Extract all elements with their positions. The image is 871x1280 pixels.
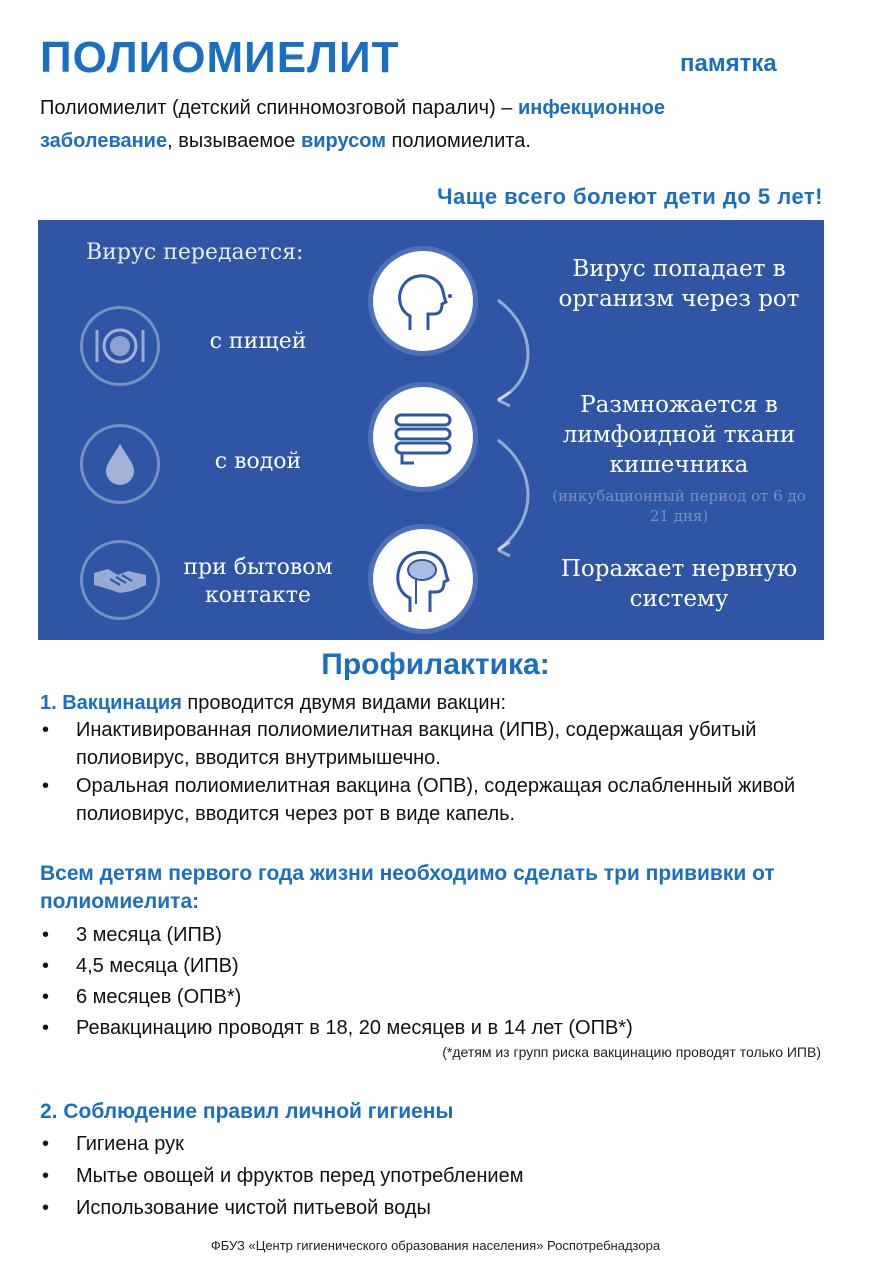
list-item: • Гигиена рук xyxy=(42,1133,184,1155)
intro-text xyxy=(40,92,700,158)
panel-heading: Вирус передается: xyxy=(86,240,304,265)
plate-icon xyxy=(80,306,160,386)
schedule-footnote: (*детям из групп риска вакцинацию проводят только ИПВ) xyxy=(442,1044,821,1060)
transmission-panel xyxy=(38,220,824,640)
vaccination-section xyxy=(40,690,830,828)
stage-3-text: Поражает нервную систему xyxy=(560,556,798,612)
handshake-icon xyxy=(80,540,160,620)
intro-highlight-1: инфекционное заболевание xyxy=(40,97,666,152)
way-water: с водой xyxy=(214,449,302,474)
memo-tag: памятка xyxy=(680,50,777,77)
page-title: ПОЛИОМИЕЛИТ xyxy=(40,33,400,82)
intro-part-3: полиомиелита. xyxy=(386,130,531,152)
list-item: • Инактивированная полиомиелитная вакцина (ИПВ), содержащая убитый полиовирус, вводится внутримышечно. xyxy=(42,719,757,769)
list-item: • 4,5 месяца (ИПВ) xyxy=(42,955,239,977)
vaccination-heading-strong: 1. Вакцинация xyxy=(40,692,182,714)
stage-1-text: Вирус попадает в организм через рот xyxy=(558,256,800,312)
risk-note: Чаще всего болеют дети до 5 лет! xyxy=(437,184,823,209)
list-item: • 6 месяцев (ОПВ*) xyxy=(42,986,242,1008)
flow-arrows xyxy=(478,280,548,570)
way-food: с пищей xyxy=(209,329,307,354)
way-contact: при бытовом контакте xyxy=(183,555,333,608)
intro-part-2: , вызываемое xyxy=(167,130,301,152)
stage-2-text: Размножается в лимфоидной ткани кишечника xyxy=(562,392,796,478)
water-drop-icon xyxy=(80,424,160,504)
vaccination-heading xyxy=(40,690,830,716)
brain-icon xyxy=(368,524,478,634)
stage-2-note: (инкубационный период от 6 до 21 дня) xyxy=(552,487,806,525)
list-item: • 3 месяца (ИПВ) xyxy=(42,924,222,946)
hygiene-section xyxy=(40,1098,830,1224)
prevention-title: Профилактика: xyxy=(321,648,550,681)
head-profile-icon xyxy=(368,246,478,356)
footer-organization: ФБУЗ «Центр гигиенического образования населения» Роспотребнадзора xyxy=(210,1238,661,1253)
list-item: • Использование чистой питьевой воды xyxy=(42,1197,431,1219)
schedule-section xyxy=(40,860,830,1044)
list-item: • Мытье овощей и фруктов перед употреблением xyxy=(42,1165,524,1187)
hygiene-heading: 2. Соблюдение правил личной гигиены xyxy=(40,1100,454,1123)
intestine-icon xyxy=(368,382,478,492)
vaccination-heading-rest: проводится двумя видами вакцин: xyxy=(181,692,507,714)
list-item: • Оральная полиомиелитная вакцина (ОПВ), содержащая ослабленный живой полиовирус, вводится через рот в виде капель. xyxy=(42,775,796,825)
intro-highlight-2: вирусом xyxy=(300,130,386,152)
intro-part-1: Полиомиелит (детский спинномозговой паралич) – xyxy=(40,97,518,119)
schedule-heading: Всем детям первого года жизни необходимо сделать три прививки от полиомиелита: xyxy=(40,862,775,913)
list-item: • Ревакцинацию проводят в 18, 20 месяцев и в 14 лет (ОПВ*) xyxy=(42,1017,633,1039)
